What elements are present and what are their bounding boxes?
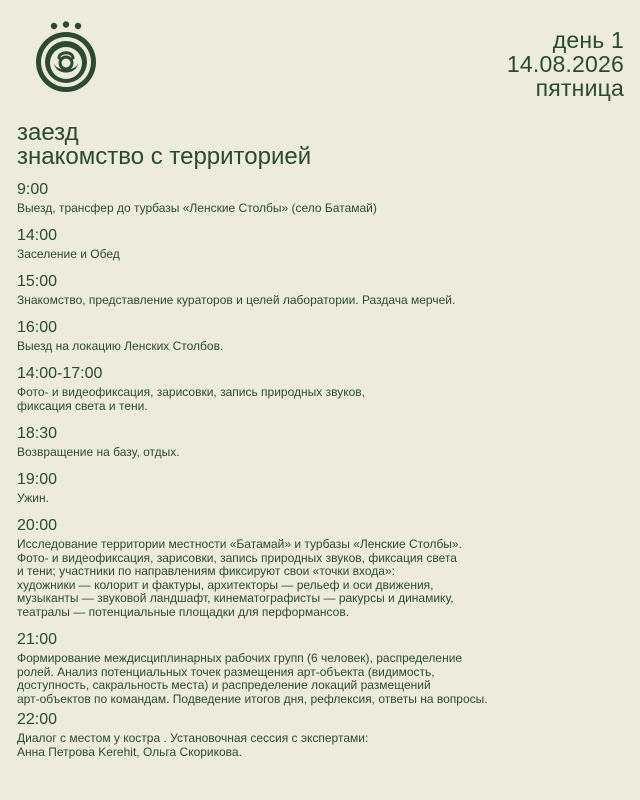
event-description: Возвращение на базу, отдых. — [17, 445, 180, 459]
event-time: 14:00 — [17, 227, 58, 244]
event-time: 18:30 — [17, 425, 58, 442]
event-time: 15:00 — [17, 273, 58, 290]
schedule-item — [17, 630, 627, 710]
schedule-item — [17, 318, 627, 364]
event-description: Ужин. — [17, 491, 49, 505]
schedule-item — [17, 710, 627, 760]
event-time: 20:00 — [17, 517, 58, 534]
event-time: 14:00-17:00 — [17, 365, 103, 382]
event-description: Выезд, трансфер до турбазы «Ленские Столбы» (село Батамай) — [17, 201, 377, 215]
schedule-item — [17, 226, 627, 272]
event-time: 16:00 — [17, 319, 58, 336]
schedule-item — [17, 272, 627, 318]
schedule-item — [17, 364, 627, 424]
day-info — [507, 28, 624, 100]
schedule-item — [17, 180, 627, 226]
event-description: Заселение и Обед — [17, 247, 120, 261]
schedule-item — [17, 470, 627, 516]
schedule-item — [17, 424, 627, 470]
weekday: пятница — [535, 75, 624, 101]
event-description: Исследование территории местности «Батамай» и турбазы «Ленские Столбы». Фото- и видеофиксация, зарисовки, запись природных звуков, фиксация света и тени; участники по направлениям фиксируют свои «точки входа»: художники — колорит и фактуры, архитекторы — рельеф и оси движения, музыканты — звуковой ландшафт, кинематографисты — ракурсы и динамику, театралы — потенциальные площадки для перформансов. — [17, 537, 462, 619]
event-time: 19:00 — [17, 471, 58, 488]
title-line-1: заезд — [17, 119, 79, 146]
schedule-list — [17, 180, 627, 760]
ornamental-circle-logo-icon — [24, 20, 108, 104]
event-description: Формирование междисциплинарных рабочих групп (6 человек), распределение ролей. Анализ потенциальных точек размещения арт-объекта (видимость, доступность, сакральность места) и распределение локаций размещений арт-объектов по командам. Подведение итогов дня, рефлексия, ответы на вопросы. — [17, 651, 488, 706]
event-description: Выезд на локацию Ленских Столбов. — [17, 339, 224, 353]
date: 14.08.2026 — [506, 51, 624, 77]
page-title — [17, 121, 311, 169]
event-description: Диалог с местом у костра . Установочная сессия с экспертами: Анна Петрова Kerehit, Ольга Скорикова. — [17, 731, 369, 759]
title-line-2: знакомство с территорией — [17, 143, 312, 170]
event-time: 21:00 — [17, 631, 58, 648]
event-description: Знакомство, представление кураторов и целей лаборатории. Раздача мерчей. — [17, 293, 456, 307]
event-description: Фото- и видеофиксация, зарисовки, запись природных звуков, фиксация света и тени. — [17, 385, 365, 413]
event-time: 9:00 — [17, 181, 49, 198]
day-label: день 1 — [552, 27, 624, 53]
event-time: 22:00 — [17, 711, 58, 728]
schedule-item — [17, 516, 627, 630]
